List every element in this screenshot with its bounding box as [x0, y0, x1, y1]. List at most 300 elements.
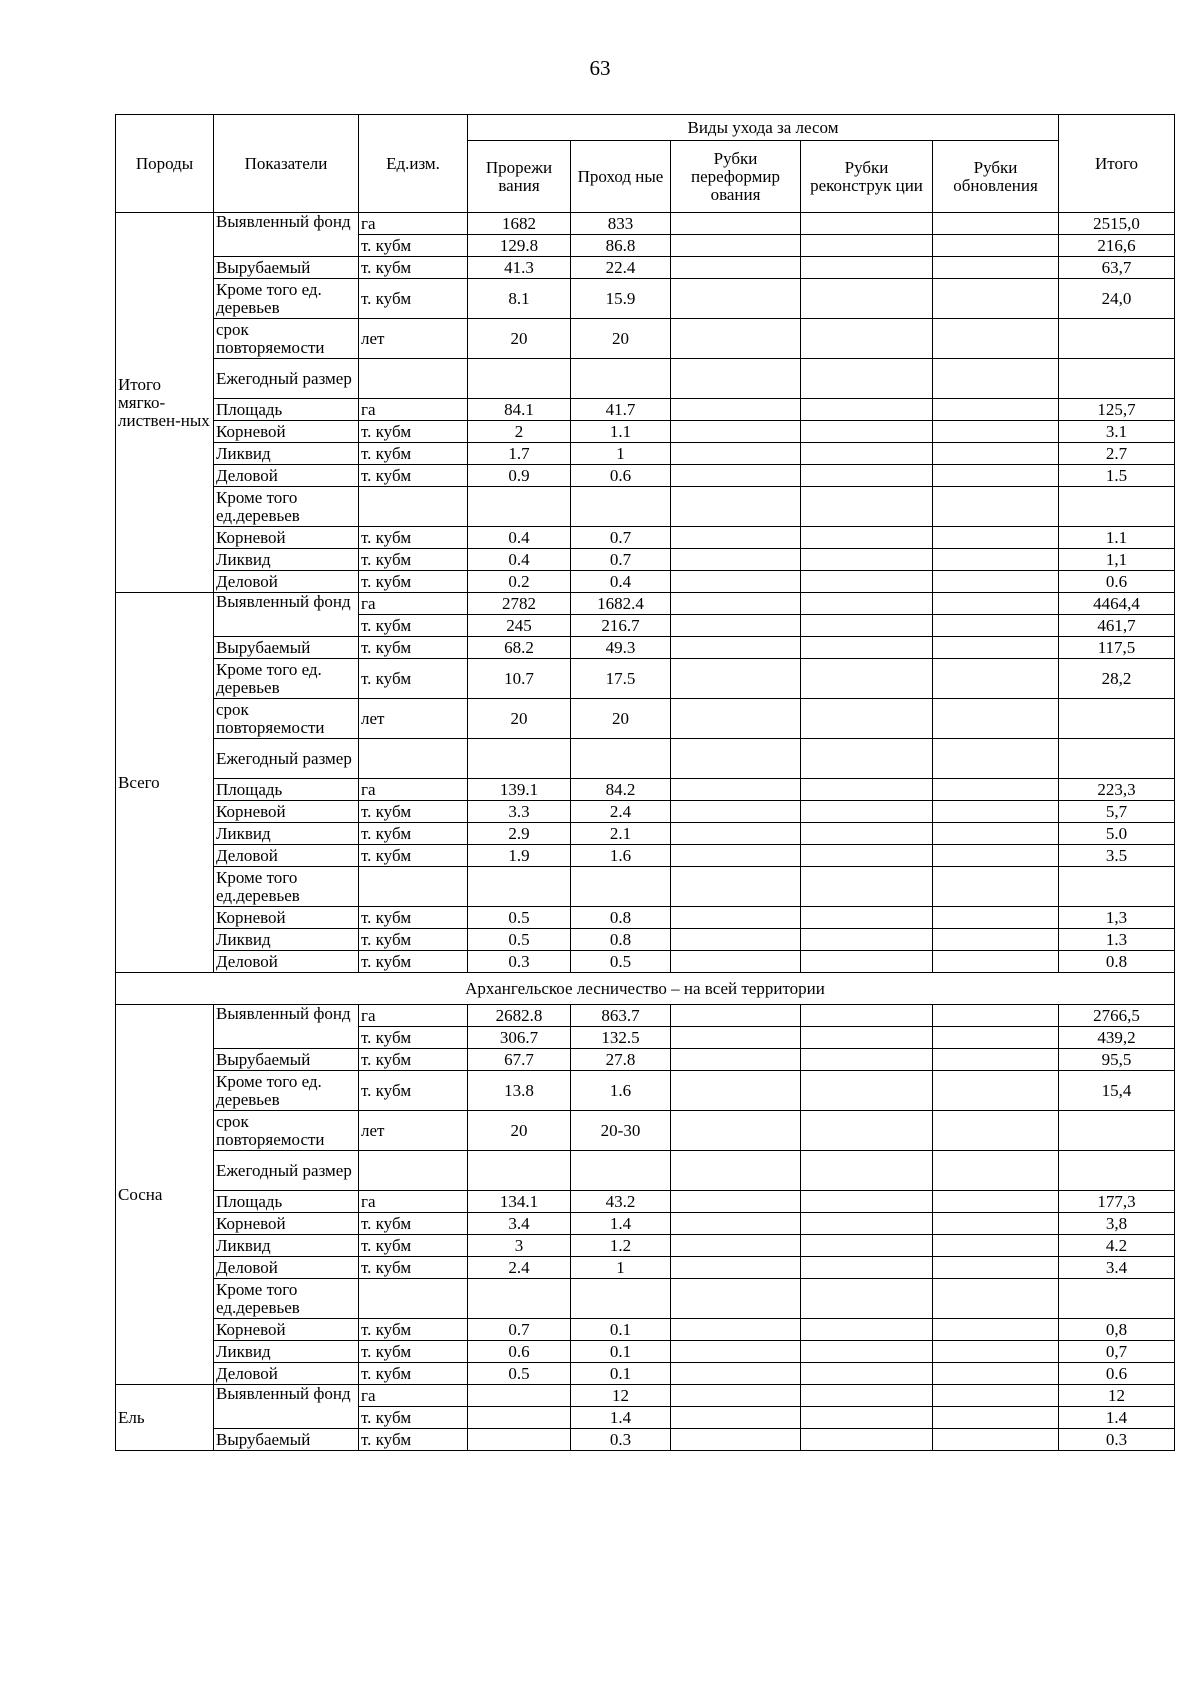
thinning-value: 1.9 — [468, 845, 571, 867]
indicator-cell: Кроме того ед.деревьев — [214, 487, 359, 527]
unit-cell: лет — [359, 1111, 468, 1151]
passage-value: 1.6 — [571, 1071, 671, 1111]
reconstruction-value — [801, 257, 933, 279]
thinning-value: 0.5 — [468, 1363, 571, 1385]
reformation-value — [671, 1027, 801, 1049]
reformation-value — [671, 549, 801, 571]
reformation-value — [671, 213, 801, 235]
table-row — [116, 279, 1175, 319]
passage-value: 0.6 — [571, 465, 671, 487]
reformation-value — [671, 779, 801, 801]
passage-value: 0.7 — [571, 549, 671, 571]
reformation-value — [671, 1213, 801, 1235]
reconstruction-value — [801, 1005, 933, 1027]
total-value: 1.1 — [1059, 527, 1175, 549]
passage-value: 216.7 — [571, 615, 671, 637]
reconstruction-value — [801, 279, 933, 319]
passage-value: 20 — [571, 699, 671, 739]
reconstruction-value — [801, 699, 933, 739]
renewal-value — [933, 1049, 1059, 1071]
header-type-reformation: Рубки переформир ования — [671, 141, 801, 213]
header-unit: Ед.изм. — [359, 115, 468, 213]
renewal-value — [933, 1213, 1059, 1235]
reconstruction-value — [801, 1027, 933, 1049]
reformation-value — [671, 929, 801, 951]
total-value: 223,3 — [1059, 779, 1175, 801]
table-row — [116, 1049, 1175, 1071]
reformation-value — [671, 527, 801, 549]
passage-value: 1.6 — [571, 845, 671, 867]
indicator-cell: Выявленный фонд — [214, 1385, 359, 1429]
unit-cell: т. кубм — [359, 1213, 468, 1235]
reconstruction-value — [801, 527, 933, 549]
passage-value: 12 — [571, 1385, 671, 1407]
indicator-cell: срок повторяемости — [214, 1111, 359, 1151]
total-value — [1059, 739, 1175, 779]
total-value: 0.8 — [1059, 951, 1175, 973]
unit-cell: т. кубм — [359, 637, 468, 659]
renewal-value — [933, 1429, 1059, 1451]
reconstruction-value — [801, 213, 933, 235]
passage-value — [571, 867, 671, 907]
table-row — [116, 907, 1175, 929]
table-row — [116, 571, 1175, 593]
table-row — [116, 1363, 1175, 1385]
indicator-cell: срок повторяемости — [214, 319, 359, 359]
total-value — [1059, 1279, 1175, 1319]
indicator-cell: Выявленный фонд — [214, 593, 359, 637]
reconstruction-value — [801, 845, 933, 867]
unit-cell: га — [359, 1005, 468, 1027]
table-row — [116, 929, 1175, 951]
unit-cell: т. кубм — [359, 801, 468, 823]
renewal-value — [933, 907, 1059, 929]
renewal-value — [933, 1257, 1059, 1279]
reconstruction-value — [801, 487, 933, 527]
renewal-value — [933, 1027, 1059, 1049]
total-value: 439,2 — [1059, 1027, 1175, 1049]
renewal-value — [933, 951, 1059, 973]
table-row — [116, 527, 1175, 549]
header-type-thinning: Прорежи вания — [468, 141, 571, 213]
unit-cell: т. кубм — [359, 1235, 468, 1257]
reconstruction-value — [801, 1213, 933, 1235]
table-row — [116, 399, 1175, 421]
section-row — [116, 973, 1175, 1005]
reformation-value — [671, 421, 801, 443]
thinning-value: 2682.8 — [468, 1005, 571, 1027]
indicator-cell: Ликвид — [214, 823, 359, 845]
indicator-cell: срок повторяемости — [214, 699, 359, 739]
reformation-value — [671, 615, 801, 637]
indicator-cell: Корневой — [214, 527, 359, 549]
passage-value — [571, 739, 671, 779]
passage-value: 1 — [571, 1257, 671, 1279]
table-row — [116, 823, 1175, 845]
thinning-value — [468, 1429, 571, 1451]
table-row — [116, 1111, 1175, 1151]
unit-cell: т. кубм — [359, 659, 468, 699]
reformation-value — [671, 465, 801, 487]
reconstruction-value — [801, 593, 933, 615]
header-species: Породы — [116, 115, 214, 213]
reformation-value — [671, 443, 801, 465]
reconstruction-value — [801, 801, 933, 823]
table-row — [116, 1071, 1175, 1111]
indicator-cell: Кроме того ед. деревьев — [214, 659, 359, 699]
reconstruction-value — [801, 779, 933, 801]
unit-cell: т. кубм — [359, 1429, 468, 1451]
unit-cell: т. кубм — [359, 279, 468, 319]
reconstruction-value — [801, 1111, 933, 1151]
renewal-value — [933, 1235, 1059, 1257]
renewal-value — [933, 465, 1059, 487]
indicator-cell: Ежегодный размер — [214, 359, 359, 399]
unit-cell: т. кубм — [359, 465, 468, 487]
reformation-value — [671, 1257, 801, 1279]
table-row — [116, 801, 1175, 823]
indicator-cell: Деловой — [214, 571, 359, 593]
thinning-value: 306.7 — [468, 1027, 571, 1049]
total-value — [1059, 867, 1175, 907]
thinning-value: 2.9 — [468, 823, 571, 845]
total-value: 24,0 — [1059, 279, 1175, 319]
indicator-cell: Ликвид — [214, 443, 359, 465]
indicator-cell: Кроме того ед. деревьев — [214, 279, 359, 319]
thinning-value: 68.2 — [468, 637, 571, 659]
thinning-value: 67.7 — [468, 1049, 571, 1071]
renewal-value — [933, 1279, 1059, 1319]
reformation-value — [671, 801, 801, 823]
species-cell: Ель — [116, 1385, 214, 1451]
passage-value: 0.4 — [571, 571, 671, 593]
reformation-value — [671, 359, 801, 399]
table-row — [116, 867, 1175, 907]
total-value: 1.5 — [1059, 465, 1175, 487]
table-row — [116, 1385, 1175, 1407]
indicator-cell: Корневой — [214, 801, 359, 823]
unit-cell: га — [359, 593, 468, 615]
total-value: 4.2 — [1059, 1235, 1175, 1257]
thinning-value: 139.1 — [468, 779, 571, 801]
total-value: 3.5 — [1059, 845, 1175, 867]
reconstruction-value — [801, 823, 933, 845]
unit-cell: т. кубм — [359, 1341, 468, 1363]
total-value: 2.7 — [1059, 443, 1175, 465]
renewal-value — [933, 319, 1059, 359]
total-value: 0,8 — [1059, 1319, 1175, 1341]
reformation-value — [671, 1151, 801, 1191]
indicator-cell: Ликвид — [214, 1341, 359, 1363]
thinning-value: 20 — [468, 1111, 571, 1151]
table-row — [116, 1005, 1175, 1027]
indicator-cell: Кроме того ед.деревьев — [214, 1279, 359, 1319]
unit-cell: т. кубм — [359, 1027, 468, 1049]
thinning-value: 129.8 — [468, 235, 571, 257]
reformation-value — [671, 1385, 801, 1407]
thinning-value: 20 — [468, 319, 571, 359]
reformation-value — [671, 907, 801, 929]
renewal-value — [933, 1005, 1059, 1027]
total-value — [1059, 319, 1175, 359]
renewal-value — [933, 739, 1059, 779]
renewal-value — [933, 1407, 1059, 1429]
thinning-value: 3.4 — [468, 1213, 571, 1235]
total-value: 15,4 — [1059, 1071, 1175, 1111]
reconstruction-value — [801, 867, 933, 907]
unit-cell: т. кубм — [359, 527, 468, 549]
reformation-value — [671, 593, 801, 615]
section-title: Архангельское лесничество – на всей территории — [116, 973, 1175, 1005]
reconstruction-value — [801, 659, 933, 699]
table-row — [116, 951, 1175, 973]
unit-cell: га — [359, 779, 468, 801]
passage-value: 17.5 — [571, 659, 671, 699]
reconstruction-value — [801, 399, 933, 421]
passage-value — [571, 359, 671, 399]
reformation-value — [671, 1429, 801, 1451]
thinning-value: 0.4 — [468, 527, 571, 549]
total-value: 63,7 — [1059, 257, 1175, 279]
reconstruction-value — [801, 951, 933, 973]
reformation-value — [671, 235, 801, 257]
reconstruction-value — [801, 1257, 933, 1279]
species-cell: Сосна — [116, 1005, 214, 1385]
passage-value: 0.8 — [571, 929, 671, 951]
passage-value — [571, 1279, 671, 1319]
thinning-value — [468, 1407, 571, 1429]
passage-value: 863.7 — [571, 1005, 671, 1027]
total-value — [1059, 699, 1175, 739]
thinning-value — [468, 1151, 571, 1191]
reconstruction-value — [801, 1385, 933, 1407]
total-value: 125,7 — [1059, 399, 1175, 421]
thinning-value: 0.4 — [468, 549, 571, 571]
indicator-cell: Деловой — [214, 845, 359, 867]
thinning-value: 1.7 — [468, 443, 571, 465]
total-value: 95,5 — [1059, 1049, 1175, 1071]
reconstruction-value — [801, 421, 933, 443]
table-body — [116, 213, 1175, 1451]
thinning-value: 0.3 — [468, 951, 571, 973]
header-indicator: Показатели — [214, 115, 359, 213]
total-value — [1059, 1151, 1175, 1191]
unit-cell: т. кубм — [359, 929, 468, 951]
passage-value: 15.9 — [571, 279, 671, 319]
species-cell: Всего — [116, 593, 214, 973]
table-row — [116, 549, 1175, 571]
reconstruction-value — [801, 549, 933, 571]
indicator-cell: Ежегодный размер — [214, 1151, 359, 1191]
reformation-value — [671, 867, 801, 907]
total-value: 117,5 — [1059, 637, 1175, 659]
total-value — [1059, 1111, 1175, 1151]
thinning-value: 245 — [468, 615, 571, 637]
total-value — [1059, 359, 1175, 399]
reformation-value — [671, 257, 801, 279]
unit-cell — [359, 359, 468, 399]
table-row — [116, 1257, 1175, 1279]
unit-cell: т. кубм — [359, 571, 468, 593]
thinning-value: 2 — [468, 421, 571, 443]
indicator-cell: Ликвид — [214, 929, 359, 951]
unit-cell: т. кубм — [359, 615, 468, 637]
total-value: 0.6 — [1059, 1363, 1175, 1385]
indicator-cell: Площадь — [214, 1191, 359, 1213]
renewal-value — [933, 845, 1059, 867]
reconstruction-value — [801, 739, 933, 779]
table-row — [116, 593, 1175, 615]
thinning-value — [468, 739, 571, 779]
reconstruction-value — [801, 359, 933, 399]
renewal-value — [933, 1385, 1059, 1407]
passage-value: 86.8 — [571, 235, 671, 257]
passage-value: 1 — [571, 443, 671, 465]
table-row — [116, 845, 1175, 867]
indicator-cell: Вырубаемый — [214, 637, 359, 659]
passage-value — [571, 487, 671, 527]
total-value: 1.3 — [1059, 929, 1175, 951]
indicator-cell: Ежегодный размер — [214, 739, 359, 779]
reconstruction-value — [801, 235, 933, 257]
reconstruction-value — [801, 465, 933, 487]
renewal-value — [933, 779, 1059, 801]
unit-cell: т. кубм — [359, 1257, 468, 1279]
reformation-value — [671, 637, 801, 659]
unit-cell — [359, 1279, 468, 1319]
table-row — [116, 1429, 1175, 1451]
renewal-value — [933, 279, 1059, 319]
passage-value: 2.4 — [571, 801, 671, 823]
table-row — [116, 465, 1175, 487]
passage-value: 1.2 — [571, 1235, 671, 1257]
reconstruction-value — [801, 1319, 933, 1341]
renewal-value — [933, 549, 1059, 571]
unit-cell: т. кубм — [359, 845, 468, 867]
indicator-cell: Кроме того ед.деревьев — [214, 867, 359, 907]
reformation-value — [671, 1191, 801, 1213]
reconstruction-value — [801, 637, 933, 659]
passage-value: 0.8 — [571, 907, 671, 929]
reconstruction-value — [801, 1049, 933, 1071]
reformation-value — [671, 1341, 801, 1363]
indicator-cell: Вырубаемый — [214, 257, 359, 279]
renewal-value — [933, 1341, 1059, 1363]
table-row — [116, 1191, 1175, 1213]
reformation-value — [671, 1049, 801, 1071]
indicator-cell: Кроме того ед. деревьев — [214, 1071, 359, 1111]
reformation-value — [671, 1005, 801, 1027]
total-value: 3,8 — [1059, 1213, 1175, 1235]
indicator-cell: Корневой — [214, 1319, 359, 1341]
thinning-value: 0.5 — [468, 929, 571, 951]
renewal-value — [933, 929, 1059, 951]
unit-cell: т. кубм — [359, 1319, 468, 1341]
unit-cell: га — [359, 1385, 468, 1407]
renewal-value — [933, 213, 1059, 235]
total-value: 5.0 — [1059, 823, 1175, 845]
renewal-value — [933, 823, 1059, 845]
reformation-value — [671, 1279, 801, 1319]
reconstruction-value — [801, 1191, 933, 1213]
table-row — [116, 739, 1175, 779]
reformation-value — [671, 487, 801, 527]
indicator-cell: Вырубаемый — [214, 1429, 359, 1451]
thinning-value: 8.1 — [468, 279, 571, 319]
renewal-value — [933, 359, 1059, 399]
passage-value: 0.5 — [571, 951, 671, 973]
renewal-value — [933, 571, 1059, 593]
indicator-cell: Ликвид — [214, 1235, 359, 1257]
renewal-value — [933, 487, 1059, 527]
reformation-value — [671, 1363, 801, 1385]
thinning-value: 0.9 — [468, 465, 571, 487]
renewal-value — [933, 1111, 1059, 1151]
reformation-value — [671, 1111, 801, 1151]
renewal-value — [933, 1071, 1059, 1111]
indicator-cell: Корневой — [214, 421, 359, 443]
reformation-value — [671, 659, 801, 699]
thinning-value: 0.7 — [468, 1319, 571, 1341]
passage-value: 43.2 — [571, 1191, 671, 1213]
renewal-value — [933, 615, 1059, 637]
reformation-value — [671, 1071, 801, 1111]
total-value: 0.6 — [1059, 571, 1175, 593]
table-row — [116, 359, 1175, 399]
passage-value: 20-30 — [571, 1111, 671, 1151]
total-value: 461,7 — [1059, 615, 1175, 637]
unit-cell: га — [359, 1191, 468, 1213]
header-type-renewal: Рубки обновления — [933, 141, 1059, 213]
table-row — [116, 1235, 1175, 1257]
passage-value: 0.7 — [571, 527, 671, 549]
passage-value: 1.1 — [571, 421, 671, 443]
renewal-value — [933, 443, 1059, 465]
table-row — [116, 257, 1175, 279]
reconstruction-value — [801, 1071, 933, 1111]
unit-cell: т. кубм — [359, 1071, 468, 1111]
table-row — [116, 637, 1175, 659]
unit-cell: т. кубм — [359, 1049, 468, 1071]
total-value: 1,1 — [1059, 549, 1175, 571]
reconstruction-value — [801, 1429, 933, 1451]
indicator-cell: Деловой — [214, 1363, 359, 1385]
thinning-value: 84.1 — [468, 399, 571, 421]
thinning-value: 2.4 — [468, 1257, 571, 1279]
reconstruction-value — [801, 1341, 933, 1363]
table-row — [116, 659, 1175, 699]
reconstruction-value — [801, 929, 933, 951]
reconstruction-value — [801, 1151, 933, 1191]
unit-cell: га — [359, 399, 468, 421]
thinning-value — [468, 867, 571, 907]
renewal-value — [933, 257, 1059, 279]
table-row — [116, 487, 1175, 527]
passage-value: 0.1 — [571, 1341, 671, 1363]
unit-cell: т. кубм — [359, 235, 468, 257]
indicator-cell: Деловой — [214, 951, 359, 973]
total-value: 216,6 — [1059, 235, 1175, 257]
header-care-types: Виды ухода за лесом — [468, 115, 1059, 141]
renewal-value — [933, 235, 1059, 257]
table-header — [116, 115, 1175, 213]
indicator-cell: Деловой — [214, 465, 359, 487]
reconstruction-value — [801, 443, 933, 465]
table-row — [116, 319, 1175, 359]
indicator-cell: Площадь — [214, 779, 359, 801]
passage-value: 0.1 — [571, 1363, 671, 1385]
forest-care-table — [115, 114, 1175, 1451]
